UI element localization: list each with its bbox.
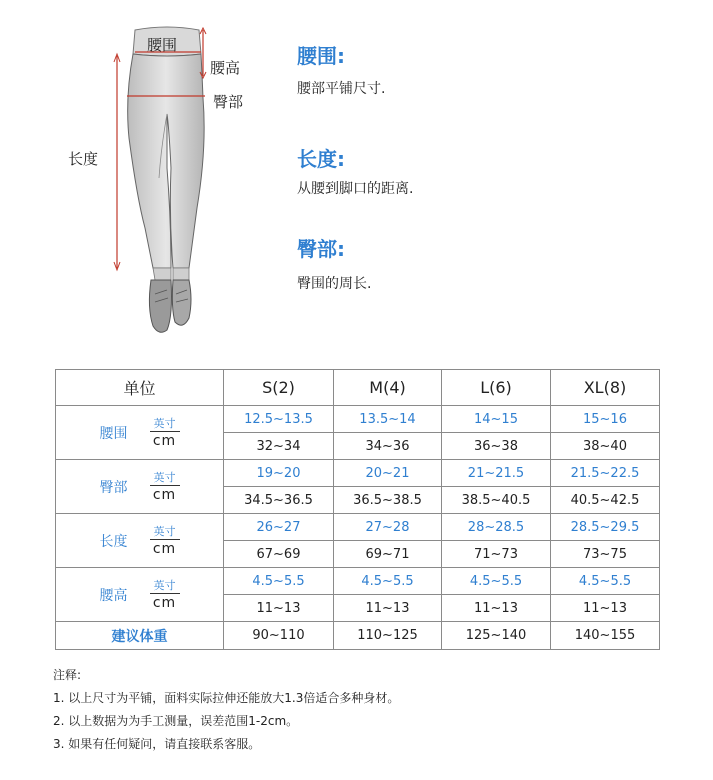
unit-cm-label: cm [152, 432, 177, 449]
table-header-row [56, 370, 660, 406]
row-label: 臀部 [99, 479, 128, 496]
unit-cm-label: cm [152, 486, 177, 503]
table-row [56, 460, 660, 487]
table-cell: 28~28.5 [442, 514, 551, 541]
table-cell: 90~110 [224, 622, 334, 650]
note-item: 1. 以上尺寸为平铺，面料实际拉伸还能放大1.3倍适合多种身材。 [53, 691, 400, 705]
table-cell: 13.5~14 [334, 406, 442, 433]
table-cell: 4.5~5.5 [551, 568, 660, 595]
row-label: 腰高 [99, 587, 128, 604]
table-cell: 34.5~36.5 [224, 487, 334, 514]
table-cell: 15~16 [551, 406, 660, 433]
definition-text: 臀围的周长. [297, 276, 372, 292]
table-cell: 4.5~5.5 [334, 568, 442, 595]
definition-title: 长度: [297, 147, 345, 171]
unit-inch-label: 英寸 [150, 472, 180, 486]
row-header-rise [56, 568, 224, 622]
table-cell: 11~13 [442, 595, 551, 622]
row-header-waist [56, 406, 224, 460]
unit-stack [150, 418, 180, 448]
definition-title: 腰围: [297, 44, 345, 68]
table-cell: 69~71 [334, 541, 442, 568]
note-item: 2. 以上数据为为手工测量，误差范围1-2cm。 [53, 714, 299, 728]
table-cell: 4.5~5.5 [442, 568, 551, 595]
size-header: M(4) [334, 370, 442, 406]
definition-title: 臀部: [297, 237, 345, 261]
size-header: L(6) [442, 370, 551, 406]
table-row [56, 514, 660, 541]
row-label: 长度 [99, 533, 128, 550]
table-row [56, 568, 660, 595]
table-cell: 110~125 [334, 622, 442, 650]
table-cell: 4.5~5.5 [224, 568, 334, 595]
leggings-illustration [55, 18, 255, 348]
size-chart-table [55, 369, 660, 650]
notes-section [53, 664, 399, 756]
table-cell: 36.5~38.5 [334, 487, 442, 514]
unit-stack [150, 526, 180, 556]
table-cell: 19~20 [224, 460, 334, 487]
unit-cm-label: cm [152, 594, 177, 611]
row-header-weight: 建议体重 [56, 622, 224, 650]
unit-cm-label: cm [152, 540, 177, 557]
table-cell: 32~34 [224, 433, 334, 460]
hip-label: 臀部 [213, 93, 244, 111]
rise-label: 腰高 [210, 59, 241, 77]
row-label: 腰围 [99, 425, 128, 442]
definition-text: 从腰到脚口的距离. [297, 181, 414, 197]
size-header: S(2) [224, 370, 334, 406]
unit-stack [150, 580, 180, 610]
table-cell: 71~73 [442, 541, 551, 568]
table-cell: 38~40 [551, 433, 660, 460]
table-cell: 11~13 [551, 595, 660, 622]
table-cell: 67~69 [224, 541, 334, 568]
table-cell: 140~155 [551, 622, 660, 650]
table-cell: 73~75 [551, 541, 660, 568]
table-cell: 27~28 [334, 514, 442, 541]
table-cell: 14~15 [442, 406, 551, 433]
table-cell: 40.5~42.5 [551, 487, 660, 514]
notes-title: 注释: [53, 668, 82, 682]
table-cell: 21.5~22.5 [551, 460, 660, 487]
unit-inch-label: 英寸 [150, 580, 180, 594]
note-item: 3. 如果有任何疑问，请直接联系客服。 [53, 737, 261, 751]
table-cell: 20~21 [334, 460, 442, 487]
table-row-weight [56, 622, 660, 650]
table-cell: 12.5~13.5 [224, 406, 334, 433]
unit-inch-label: 英寸 [150, 526, 180, 540]
table-cell: 11~13 [334, 595, 442, 622]
waist-label: 腰围 [147, 36, 178, 54]
unit-stack [150, 472, 180, 502]
length-label: 长度 [68, 150, 99, 168]
table-cell: 11~13 [224, 595, 334, 622]
table-cell: 34~36 [334, 433, 442, 460]
table-cell: 125~140 [442, 622, 551, 650]
row-header-length [56, 514, 224, 568]
table-cell: 38.5~40.5 [442, 487, 551, 514]
unit-inch-label: 英寸 [150, 418, 180, 432]
table-row [56, 406, 660, 433]
table-cell: 26~27 [224, 514, 334, 541]
table-cell: 21~21.5 [442, 460, 551, 487]
table-cell: 36~38 [442, 433, 551, 460]
row-header-hip [56, 460, 224, 514]
table-cell: 28.5~29.5 [551, 514, 660, 541]
size-header: XL(8) [551, 370, 660, 406]
unit-header: 单位 [56, 370, 224, 406]
definition-text: 腰部平铺尺寸. [297, 81, 386, 97]
